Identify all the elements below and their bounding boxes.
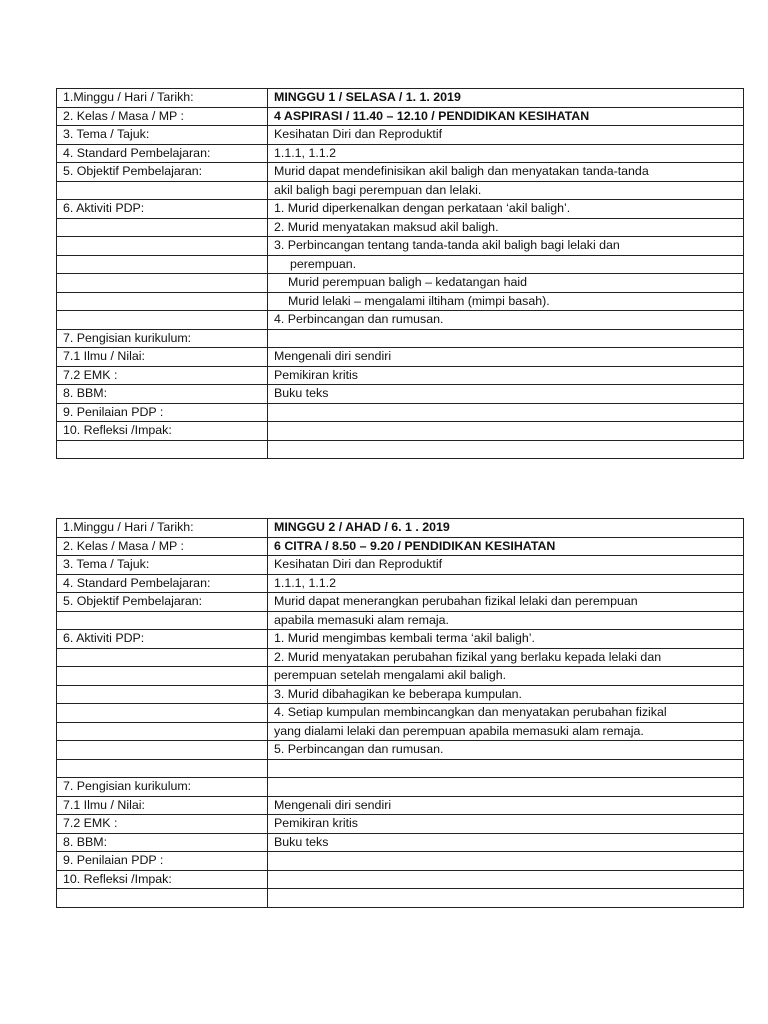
plan-row (57, 593, 744, 612)
row-label: 7.2 EMK : (57, 366, 268, 385)
row-label (57, 218, 268, 237)
row-label (57, 759, 268, 778)
row-value: 2. Murid menyatakan perubahan fizikal yang berlaku kepada lelaki dan (268, 648, 744, 667)
row-label: 8. BBM: (57, 833, 268, 852)
row-value: Buku teks (268, 385, 744, 404)
row-label: 9. Penilaian PDP : (57, 403, 268, 422)
row-value: akil baligh bagi perempuan dan lelaki. (268, 181, 744, 200)
row-label: 7.2 EMK : (57, 815, 268, 834)
row-value: MINGGU 2 / AHAD / 6. 1 . 2019 (268, 519, 744, 538)
row-value (268, 870, 744, 889)
row-value: 2. Murid menyatakan maksud akil baligh. (268, 218, 744, 237)
row-label: 6. Aktiviti PDP: (57, 630, 268, 649)
plan-row (57, 611, 744, 630)
row-value: apabila memasuki alam remaja. (268, 611, 744, 630)
plan-row (57, 107, 744, 126)
row-label: 8. BBM: (57, 385, 268, 404)
plan-row (57, 704, 744, 723)
plan-row (57, 422, 744, 441)
row-label (57, 292, 268, 311)
row-label: 5. Objektif Pembelajaran: (57, 593, 268, 612)
row-value (268, 403, 744, 422)
plan-row (57, 255, 744, 274)
plan-row (57, 778, 744, 797)
row-label: 9. Penilaian PDP : (57, 852, 268, 871)
lesson-plan-table-1 (56, 88, 744, 459)
row-value (268, 329, 744, 348)
row-value: Buku teks (268, 833, 744, 852)
plan-row (57, 630, 744, 649)
row-label (57, 255, 268, 274)
row-label (57, 741, 268, 760)
row-value: 3. Murid dibahagikan ke beberapa kumpulan. (268, 685, 744, 704)
plan-row (57, 519, 744, 538)
plan-row (57, 144, 744, 163)
plan-row (57, 759, 744, 778)
row-value (268, 274, 744, 293)
row-label: 1.Minggu / Hari / Tarikh: (57, 89, 268, 108)
row-label: 7.1 Ilmu / Nilai: (57, 348, 268, 367)
row-label: 3. Tema / Tajuk: (57, 556, 268, 575)
plan-row (57, 274, 744, 293)
lesson-plan-table-2 (56, 518, 744, 908)
plan-row (57, 685, 744, 704)
plan-row (57, 722, 744, 741)
plan-row (57, 163, 744, 182)
plan-row (57, 870, 744, 889)
row-label (57, 648, 268, 667)
plan-row (57, 537, 744, 556)
row-label (57, 704, 268, 723)
row-value: Murid dapat menerangkan perubahan fizikal lelaki dan perempuan (268, 593, 744, 612)
row-value: 6 CITRA / 8.50 – 9.20 / PENDIDIKAN KESIHATAN (268, 537, 744, 556)
row-value: MINGGU 1 / SELASA / 1. 1. 2019 (268, 89, 744, 108)
row-label: 2. Kelas / Masa / MP : (57, 537, 268, 556)
row-value: Murid dapat mendefinisikan akil baligh dan menyatakan tanda-tanda (268, 163, 744, 182)
row-value: 4 ASPIRASI / 11.40 – 12.10 / PENDIDIKAN KESIHATAN (268, 107, 744, 126)
plan-row (57, 181, 744, 200)
row-value (268, 759, 744, 778)
row-value: 4. Perbincangan dan rumusan. (268, 311, 744, 330)
row-value-text: Murid perempuan baligh – kedatangan haid (288, 275, 528, 289)
row-value: Pemikiran kritis (268, 366, 744, 385)
row-value: 1.1.1, 1.1.2 (268, 574, 744, 593)
row-value: Mengenali diri sendiri (268, 796, 744, 815)
row-value (268, 292, 744, 311)
row-value: Kesihatan Diri dan Reproduktif (268, 556, 744, 575)
row-value-text: perempuan. (290, 256, 357, 271)
row-value (268, 422, 744, 441)
row-value: yang dialami lelaki dan perempuan apabila memasuki alam remaja. (268, 722, 744, 741)
lesson-plan-rows (57, 519, 744, 908)
row-value (268, 778, 744, 797)
row-label (57, 889, 268, 908)
plan-row (57, 440, 744, 459)
plan-row (57, 833, 744, 852)
row-label: 6. Aktiviti PDP: (57, 200, 268, 219)
plan-row (57, 200, 744, 219)
plan-row (57, 574, 744, 593)
row-label: 4. Standard Pembelajaran: (57, 574, 268, 593)
row-value (268, 889, 744, 908)
row-label (57, 667, 268, 686)
plan-row (57, 889, 744, 908)
plan-row (57, 292, 744, 311)
row-value: Mengenali diri sendiri (268, 348, 744, 367)
row-label: 10. Refleksi /Impak: (57, 870, 268, 889)
row-value: 1.1.1, 1.1.2 (268, 144, 744, 163)
plan-row (57, 667, 744, 686)
row-label (57, 311, 268, 330)
row-value: 4. Setiap kumpulan membincangkan dan menyatakan perubahan fizikal (268, 704, 744, 723)
plan-row (57, 815, 744, 834)
row-label: 5. Objektif Pembelajaran: (57, 163, 268, 182)
row-value-text: Murid lelaki – mengalami iltiham (mimpi basah). (288, 293, 550, 308)
plan-row (57, 796, 744, 815)
row-label: 7.1 Ilmu / Nilai: (57, 796, 268, 815)
plan-row (57, 852, 744, 871)
row-label (57, 237, 268, 256)
plan-row (57, 385, 744, 404)
row-value (268, 852, 744, 871)
row-value: 3. Perbincangan tentang tanda-tanda akil baligh bagi lelaki dan (268, 237, 744, 256)
row-label (57, 440, 268, 459)
row-label (57, 722, 268, 741)
plan-row (57, 403, 744, 422)
plan-row (57, 741, 744, 760)
plan-row (57, 556, 744, 575)
plan-row (57, 366, 744, 385)
row-label (57, 611, 268, 630)
row-label: 4. Standard Pembelajaran: (57, 144, 268, 163)
row-value: Pemikiran kritis (268, 815, 744, 834)
plan-row (57, 648, 744, 667)
plan-row (57, 126, 744, 145)
row-label: 3. Tema / Tajuk: (57, 126, 268, 145)
plan-row (57, 348, 744, 367)
row-value: 1. Murid diperkenalkan dengan perkataan ‘akil baligh’. (268, 200, 744, 219)
row-label: 7. Pengisian kurikulum: (57, 329, 268, 348)
row-label (57, 685, 268, 704)
row-value: 1. Murid mengimbas kembali terma ‘akil baligh’. (268, 630, 744, 649)
row-value: Kesihatan Diri dan Reproduktif (268, 126, 744, 145)
plan-row (57, 311, 744, 330)
row-value: 5. Perbincangan dan rumusan. (268, 741, 744, 760)
row-value (268, 255, 744, 274)
row-label: 10. Refleksi /Impak: (57, 422, 268, 441)
plan-row (57, 237, 744, 256)
row-value: perempuan setelah mengalami akil baligh. (268, 667, 744, 686)
plan-row (57, 329, 744, 348)
row-label: 2. Kelas / Masa / MP : (57, 107, 268, 126)
row-value (268, 440, 744, 459)
row-label (57, 274, 268, 293)
row-label: 1.Minggu / Hari / Tarikh: (57, 519, 268, 538)
plan-row (57, 218, 744, 237)
row-label (57, 181, 268, 200)
lesson-plan-rows (57, 89, 744, 459)
plan-row (57, 89, 744, 108)
row-label: 7. Pengisian kurikulum: (57, 778, 268, 797)
